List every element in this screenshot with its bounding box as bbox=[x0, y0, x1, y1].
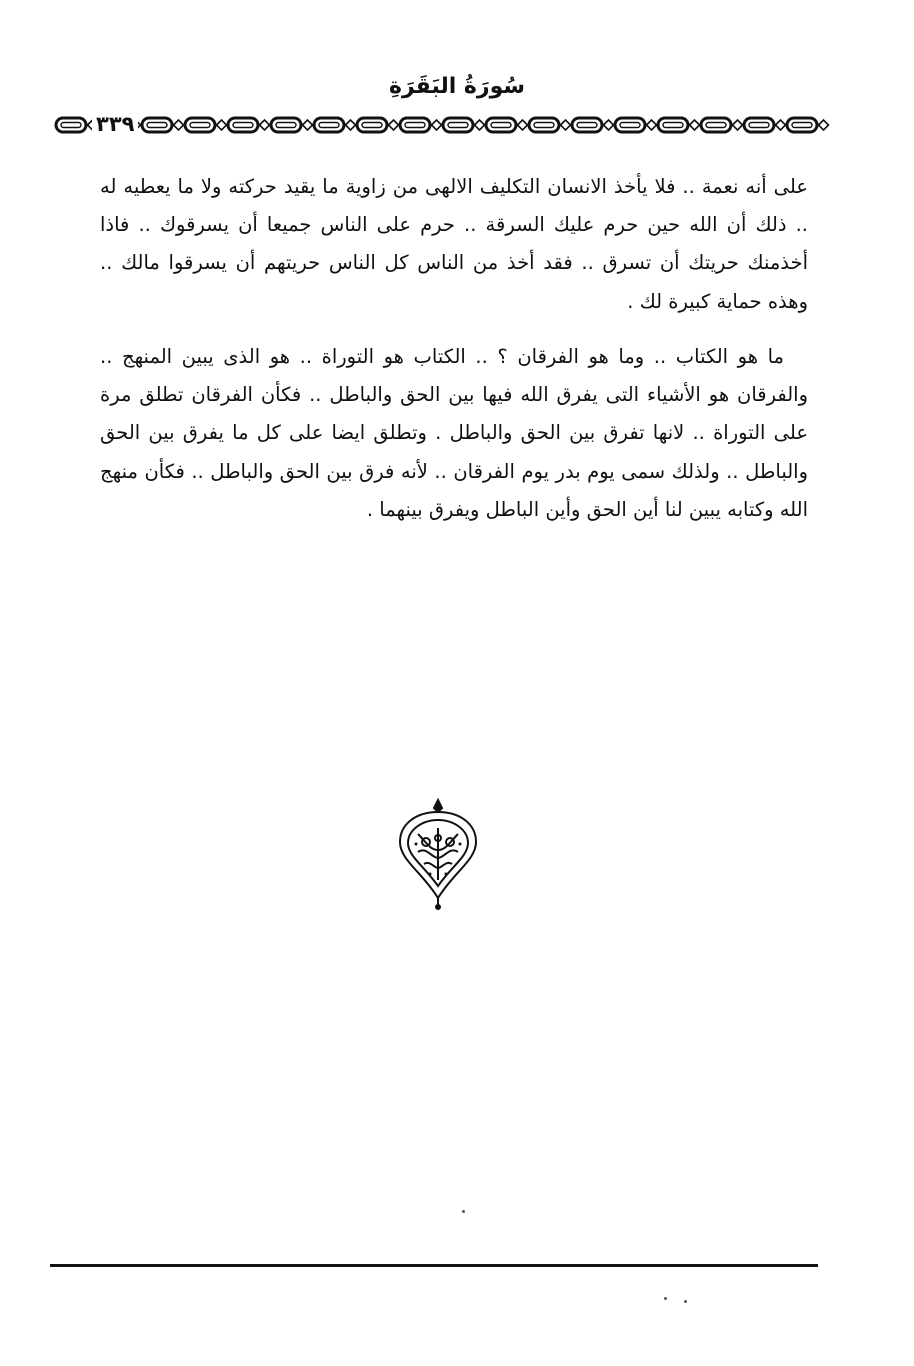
fleuron-ornament-icon bbox=[396, 798, 480, 910]
paragraph-1: على أنه نعمة .. فلا يأخذ الانسان التكليف الالهى من زاوية ما يقيد حركته ولا ما يعطيه له .. ذلك أن الله حين حرم عليك السرقة .. حرم على الناس جميعا أن يسرقوك .. فاذا أخذمنك حريتك أن تسرق .. فقد أخذ من الناس كل الناس حريتهم أن يسرقوا مالك .. وهذه حماية كبيرة لك . bbox=[100, 175, 808, 313]
ornamental-header-rule bbox=[54, 110, 836, 140]
running-title: سُورَةُ البَقَرَةِ bbox=[388, 74, 526, 99]
print-speck bbox=[462, 1210, 465, 1213]
paragraph-2: ما هو الكتاب .. وما هو الفرقان ؟ .. الكتاب هو التوراة .. هو الذى يبين المنهج .. والفرقان هو الأشياء التى يفرق الله فيها بين الحق والباطل .. فكأن الفرقان تطلق مرة على التوراة .. لانها تفرق بين الحق والباطل . وتطلق ايضا على كل ما يفرق بين الحق والباطل .. ولذلك سمى يوم بدر يوم الفرقان .. لأنه فرق بين الحق والباطل .. فكأن منهج الله وكتابه يبين لنا أين الحق وأين الباطل ويفرق بينهما . bbox=[100, 345, 808, 521]
footer-rule bbox=[50, 1264, 818, 1267]
page-number: ٣٣٩ bbox=[92, 109, 138, 139]
print-speck bbox=[684, 1300, 687, 1303]
print-speck bbox=[664, 1297, 667, 1300]
